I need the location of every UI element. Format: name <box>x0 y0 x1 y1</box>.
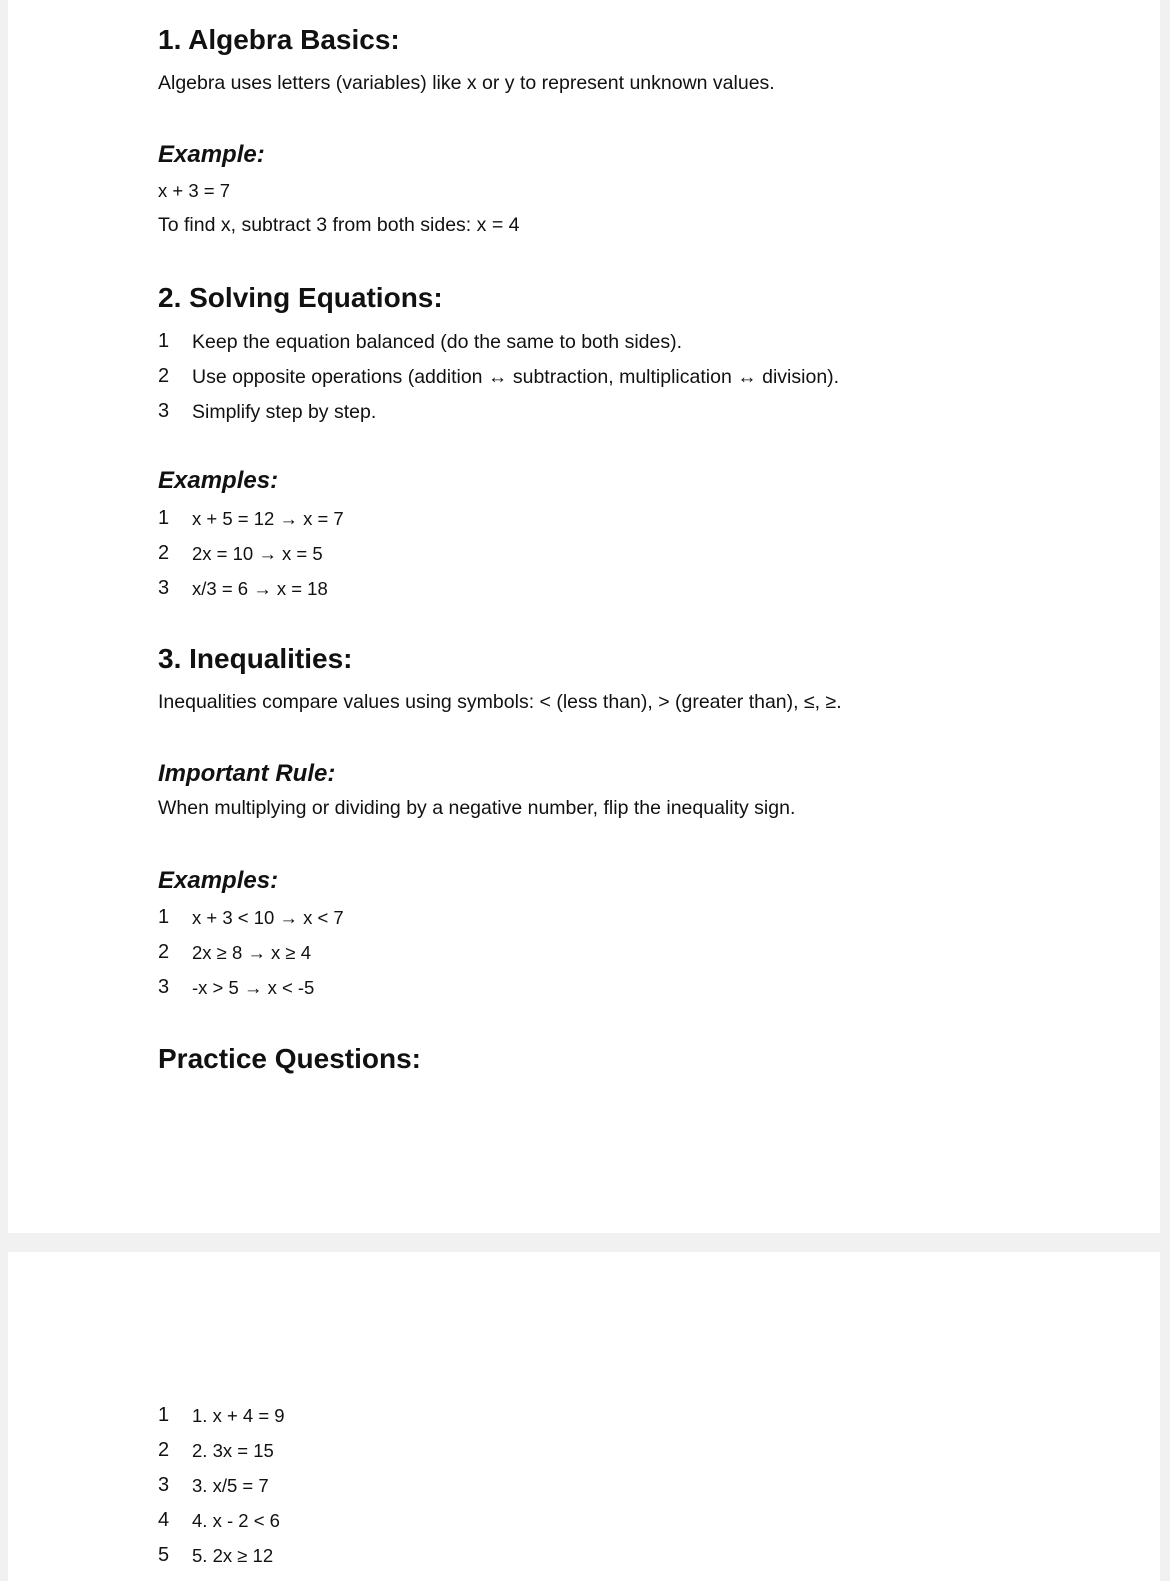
list-text: 5. 2x ≥ 12 <box>192 1545 274 1566</box>
document-page-2 <box>8 1252 1160 1581</box>
list-number: 1 <box>158 330 170 352</box>
section-heading-practice-questions: Practice Questions: <box>158 1043 421 1074</box>
list-number: 3 <box>158 976 170 998</box>
list-number: 2 <box>158 542 170 564</box>
section-heading-algebra-basics: 1. Algebra Basics: <box>158 24 400 55</box>
inequalities-examples-heading: Examples: <box>158 867 279 894</box>
list-text: 1. x + 4 = 9 <box>192 1405 285 1426</box>
list-text: x + 3 < 10 → x < 7 <box>192 907 344 928</box>
important-rule-heading: Important Rule: <box>158 760 336 787</box>
list-text: -x > 5 → x < -5 <box>192 977 315 998</box>
section-heading-inequalities: 3. Inequalities: <box>158 643 353 674</box>
example-solution: To find x, subtract 3 from both sides: x = 4 <box>158 214 520 236</box>
document-page-1 <box>8 0 1160 1233</box>
list-number: 1 <box>158 906 170 928</box>
list-text: 3. x/5 = 7 <box>192 1475 269 1496</box>
list-number: 4 <box>158 1509 170 1531</box>
example-heading: Example: <box>158 141 265 168</box>
list-number: 2 <box>158 1439 170 1461</box>
list-text: x/3 = 6 → x = 18 <box>192 578 328 599</box>
list-text: Simplify step by step. <box>192 401 377 423</box>
important-rule-text: When multiplying or dividing by a negative number, flip the inequality sign. <box>158 797 796 819</box>
list-text: Keep the equation balanced (do the same to both sides). <box>192 331 683 353</box>
list-number: 5 <box>158 1544 170 1566</box>
section-heading-solving-equations: 2. Solving Equations: <box>158 282 443 313</box>
list-number: 3 <box>158 400 170 422</box>
list-text: 2. 3x = 15 <box>192 1440 274 1461</box>
list-text: 2x = 10 → x = 5 <box>192 543 323 564</box>
list-number: 3 <box>158 1474 170 1496</box>
example-equation: x + 3 = 7 <box>158 180 230 201</box>
list-number: 2 <box>158 941 170 963</box>
list-number: 2 <box>158 365 170 387</box>
equations-examples-heading: Examples: <box>158 467 279 494</box>
list-text: Use opposite operations (addition ↔ subtraction, multiplication ↔ division). <box>192 366 840 388</box>
list-text: x + 5 = 12 → x = 7 <box>192 508 344 529</box>
list-number: 1 <box>158 1404 170 1426</box>
list-number: 3 <box>158 577 170 599</box>
inequalities-intro: Inequalities compare values using symbols: < (less than), > (greater than), ≤, ≥. <box>158 691 842 713</box>
list-number: 1 <box>158 507 170 529</box>
algebra-basics-intro: Algebra uses letters (variables) like x or y to represent unknown values. <box>158 72 775 94</box>
list-text: 2x ≥ 8 → x ≥ 4 <box>192 942 312 963</box>
list-text: 4. x - 2 < 6 <box>192 1510 280 1531</box>
